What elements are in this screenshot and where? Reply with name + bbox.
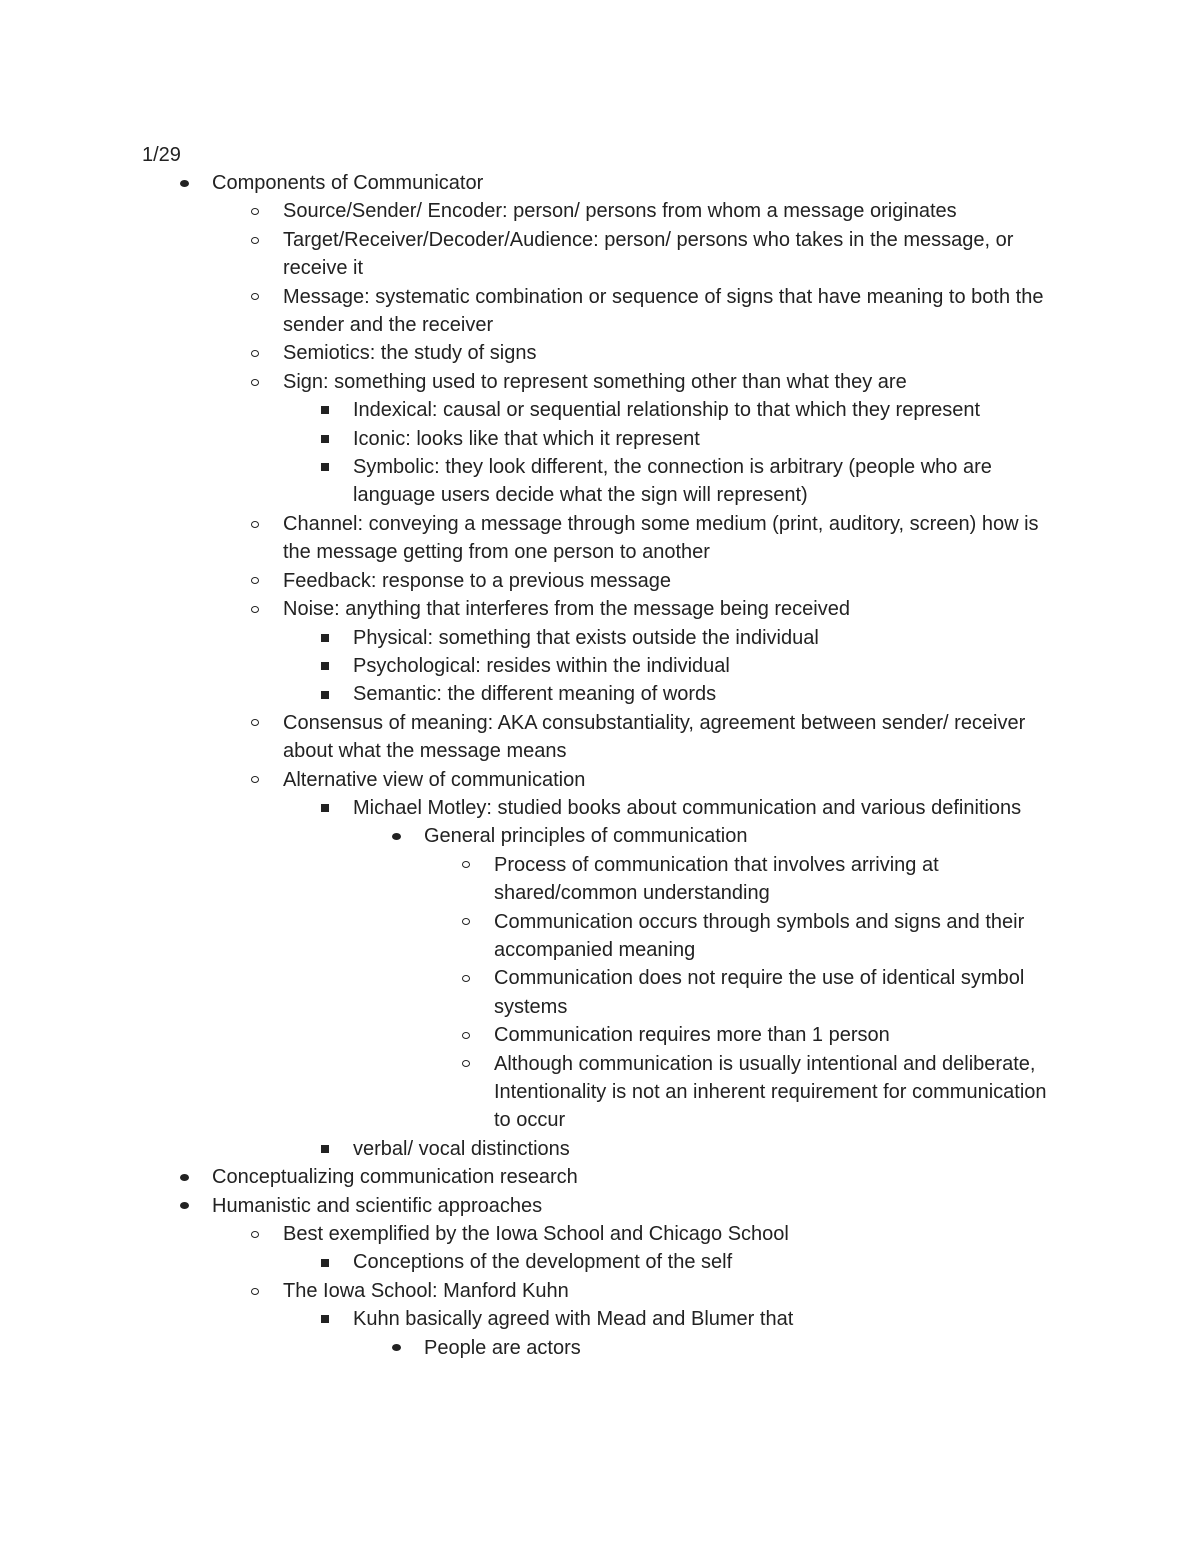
list-item-text: Target/Receiver/Decoder/Audience: person/ persons who takes in the message, or receive it [283,228,1014,280]
list-item-text: Sign: something used to represent something other than what they are [283,370,907,393]
list-item-text: Alternative view of communication [283,768,586,791]
list-item-text: Michael Motley: studied books about communication and various definitions [353,796,1022,819]
list-item-text: Semantic: the different meaning of words [353,683,717,706]
list-item-text: Semiotics: the study of signs [283,342,537,365]
hollow-bullet-icon [251,293,259,300]
list-item [0,624,1200,652]
list-item-text: Process of communication that involves arriving at shared/common understanding [494,853,939,905]
list-item [0,339,1200,367]
list-item-text: Best exemplified by the Iowa School and Chicago School [283,1223,789,1246]
square-bullet-icon [321,691,329,699]
bullet-marker [318,680,332,708]
bullet-marker [248,567,262,595]
bullet-marker [248,766,262,794]
hollow-bullet-icon [251,606,259,613]
list-item-text: General principles of communication [424,825,748,848]
list-item [0,226,1200,283]
square-bullet-icon [321,406,329,414]
list-item-text: Although communication is usually intentional and deliberate, Intentionality is not an inherent requirement for communication to occur [494,1052,1047,1132]
list-item [0,851,1200,908]
list-item-text: Indexical: causal or sequential relationship to that which they represent [353,399,981,422]
list-item-text: Conceptualizing communication research [212,1166,578,1189]
list-item [0,453,1200,510]
list-item-text: Components of Communicator [212,172,484,194]
list-item-text: Channel: conveying a message through some medium (print, auditory, screen) how is the message getting from one person to another [283,512,1039,564]
bullet-marker [248,1220,262,1248]
list-item-text: Consensus of meaning: AKA consubstantiality, agreement between sender/ receiver about what the message means [283,711,1026,763]
hollow-bullet-icon [462,975,470,982]
list-item [0,794,1200,822]
bullet-marker [248,197,262,225]
hollow-bullet-icon [462,1032,470,1039]
list-item [0,964,1200,1021]
bullet-marker [459,851,473,879]
hollow-bullet-icon [251,521,259,528]
filled-bullet-icon [180,180,189,187]
list-item-text: Symbolic: they look different, the connection is arbitrary (people who are language users decide what the sign will represent) [353,456,992,507]
hollow-bullet-icon [462,861,470,868]
bullet-marker [177,169,191,197]
square-bullet-icon [321,463,329,471]
list-item-text: Conceptions of the development of the self [353,1251,733,1274]
bullet-marker [318,1305,332,1333]
list-item [0,1163,1200,1191]
bullet-marker [248,1277,262,1305]
list-item [0,595,1200,623]
list-item [0,822,1200,850]
square-bullet-icon [321,435,329,443]
square-bullet-icon [321,804,329,812]
list-item-text: Message: systematic combination or sequence of signs that have meaning to both the sender and the receiver [283,285,1044,337]
bullet-marker [318,1248,332,1276]
bullet-marker [318,1135,332,1163]
hollow-bullet-icon [251,237,259,244]
list-item [0,1248,1200,1276]
list-item [0,197,1200,225]
list-item-text: Communication occurs through symbols and signs and their accompanied meaning [494,910,1025,961]
list-item-text: Communication does not require the use of identical symbol systems [494,967,1025,1018]
hollow-bullet-icon [251,1288,259,1295]
list-item-text: Humanistic and scientific approaches [212,1194,543,1217]
bullet-marker [318,453,332,481]
list-item [0,1220,1200,1248]
list-item [0,510,1200,567]
list-item [0,1192,1200,1220]
hollow-bullet-icon [251,1231,259,1238]
list-item [0,908,1200,965]
bullet-marker [459,964,473,992]
bullet-marker [248,368,262,396]
list-item [0,567,1200,595]
bullet-marker [459,908,473,936]
hollow-bullet-icon [251,208,259,215]
list-item [0,1135,1200,1163]
bullet-marker [248,510,262,538]
bullet-marker [389,1334,403,1362]
bullet-marker [318,425,332,453]
filled-bullet-icon [392,833,401,840]
hollow-bullet-icon [251,379,259,386]
bullet-marker [318,794,332,822]
bullet-marker [389,822,403,850]
list-item [0,766,1200,794]
square-bullet-icon [321,634,329,642]
list-item [0,1050,1200,1135]
list-item-text: Kuhn basically agreed with Mead and Blumer that [353,1308,794,1331]
bullet-marker [459,1050,473,1078]
filled-bullet-icon [392,1344,401,1351]
filled-bullet-icon [180,1202,189,1209]
list-item-text: Source/Sender/ Encoder: person/ persons from whom a message originates [283,200,957,223]
bullet-outline [0,169,1200,1362]
bullet-marker [177,1192,191,1220]
list-item [0,680,1200,708]
bullet-marker [248,709,262,737]
list-item [0,1305,1200,1333]
bullet-marker [318,396,332,424]
list-item [0,709,1200,766]
list-item [0,368,1200,396]
bullet-marker [248,283,262,311]
hollow-bullet-icon [462,1060,470,1067]
hollow-bullet-icon [251,350,259,357]
list-item [0,1021,1200,1049]
hollow-bullet-icon [251,719,259,726]
hollow-bullet-icon [251,776,259,783]
square-bullet-icon [321,1315,329,1323]
list-item-text: Physical: something that exists outside the individual [353,626,819,649]
filled-bullet-icon [180,1174,189,1181]
list-item-text: Feedback: response to a previous message [283,569,671,592]
list-item-text: Communication requires more than 1 person [494,1024,890,1047]
bullet-marker [248,339,262,367]
date-heading: 1/29 [142,144,181,166]
hollow-bullet-icon [251,577,259,584]
bullet-marker [318,652,332,680]
bullet-marker [248,595,262,623]
list-item [0,396,1200,424]
list-item-text: Noise: anything that interferes from the message being received [283,598,850,621]
list-item [0,1334,1200,1362]
bullet-marker [459,1021,473,1049]
list-item-text: People are actors [424,1336,581,1359]
list-item-text: Psychological: resides within the individual [353,654,730,677]
square-bullet-icon [321,1259,329,1267]
list-item-text: Iconic: looks like that which it represent [353,427,700,450]
list-item-text: The Iowa School: Manford Kuhn [283,1279,569,1302]
square-bullet-icon [321,1145,329,1153]
bullet-marker [318,624,332,652]
list-item [0,652,1200,680]
bullet-marker [177,1163,191,1191]
list-item [0,1277,1200,1305]
list-item [0,425,1200,453]
list-item-text: verbal/ vocal distinctions [353,1137,570,1160]
bullet-marker [248,226,262,254]
square-bullet-icon [321,662,329,670]
hollow-bullet-icon [462,918,470,925]
list-item [0,169,1200,197]
list-item [0,283,1200,340]
